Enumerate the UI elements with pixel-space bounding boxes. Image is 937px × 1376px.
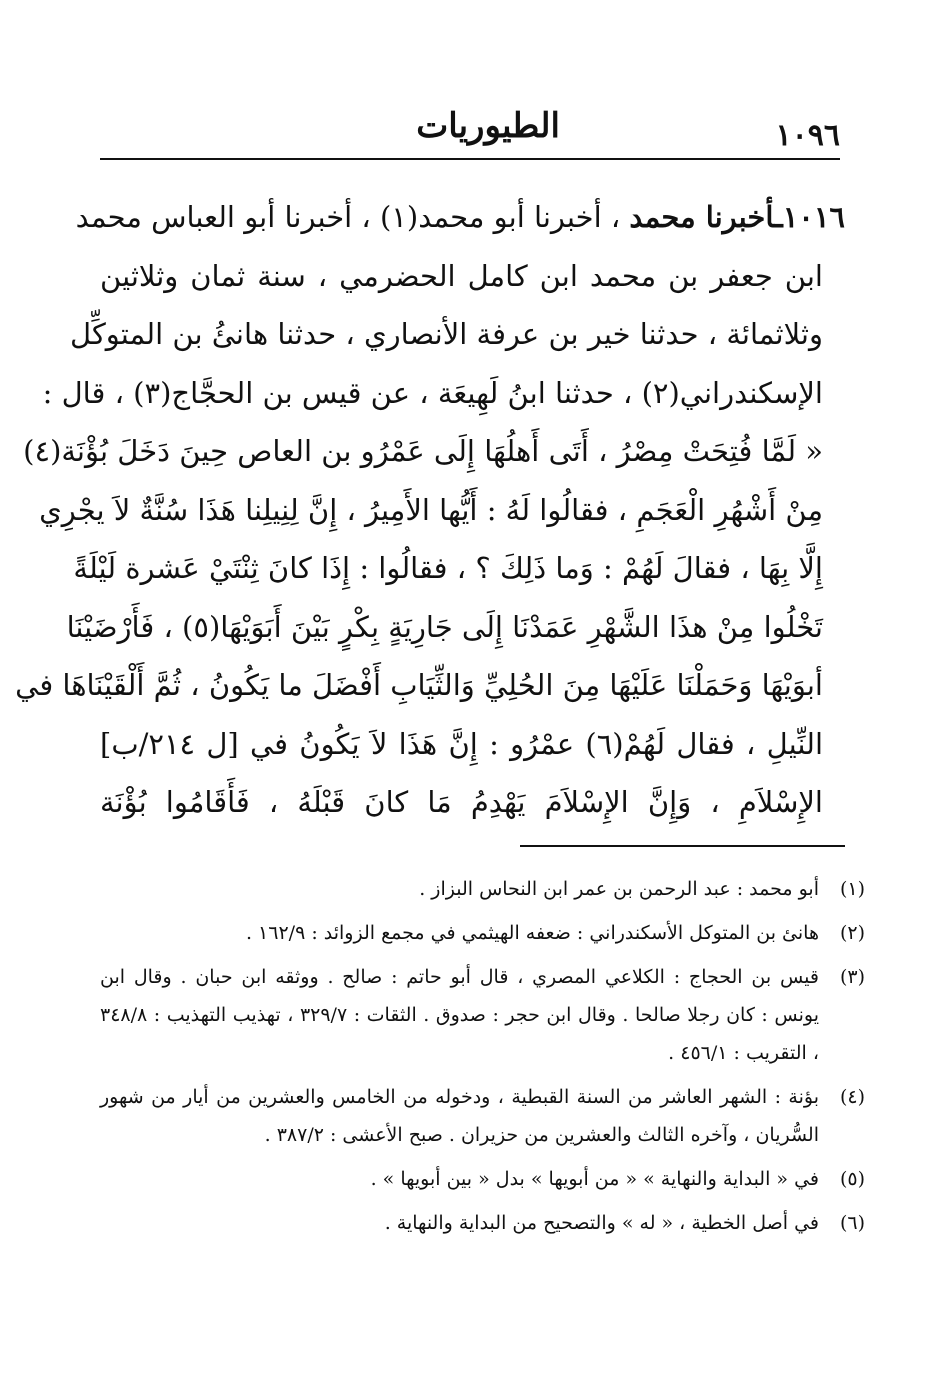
footnote-separator <box>520 845 845 847</box>
body-line-4: الإسكندراني(٢) ، حدثنا ابنُ لَهِيعَة ، عن قيس بن الحجَّاج(٣) ، قال : <box>42 375 823 410</box>
hadith-number: ١٠١٦ـ <box>774 200 845 234</box>
body-line-1-text: ، أخبرنا أبو محمد(١) ، أخبرنا أبو العباس محمد <box>75 200 621 234</box>
body-line-6: مِنْ أَشْهُرِ الْعَجَمِ ، فقالُوا لَهُ : أَيُّها الأَمِيرُ ، إِنَّ لِنِيلِنا هَذَا سُنَّةٌ لاَ يجْرِي <box>39 492 823 527</box>
running-title: الطيوريات <box>416 106 560 146</box>
footnote-mark: (٥) <box>839 1168 865 1190</box>
footnote <box>100 1160 865 1198</box>
header-divider <box>100 158 840 160</box>
footnote <box>100 1078 865 1154</box>
footnote <box>100 1204 865 1242</box>
footnote <box>100 958 865 1072</box>
footnote-mark: (٣) <box>839 966 865 988</box>
footnote-mark: (٤) <box>839 1086 865 1108</box>
body-line-10: النِّيلِ ، فقال لَهُمْ(٦) عمْرُو : إِنَّ هَذَا لاَ يَكُونُ في [ل ٢١٤/ب] <box>100 726 823 761</box>
body-line-1 <box>75 188 845 247</box>
body-line-2: ابن جعفر بن محمد ابن كامل الحضرمي ، سنة ثمان وثلاثين <box>100 258 823 293</box>
footnote <box>100 870 865 908</box>
footnote-text: أبو محمد : عبد الرحمن بن عمر ابن النحاس البزاز . <box>419 878 819 900</box>
main-text <box>15 188 845 832</box>
body-line-9: أبوَيْهَا وَحَمَلْنَا عَلَيْهَا مِنَ الحُلِيِّ وَالثِّيَابِ أَفْضَلَ ما يَكُونُ ، ثُمَّ أَلْقَيْنَاهَا في <box>15 668 823 702</box>
footnote-mark: (٦) <box>839 1212 865 1234</box>
body-line-5: « لَمَّا فُتِحَتْ مِصْرُ ، أَتَى أَهلُهَا إِلَى عَمْرُو بن العاص حِينَ دَخَلَ بُؤْنَة(٤) <box>23 434 823 468</box>
page-number: ١٠٩٦ <box>775 118 840 153</box>
footnote-text: في « البداية والنهاية » « من أبويها » بدل « بين أبويها » . <box>370 1168 819 1190</box>
footnote-mark: (١) <box>839 878 865 900</box>
footnote-text: في أصل الخطية ، « له » والتصحيح من البداية والنهاية . <box>384 1212 819 1234</box>
body-line-3: وثلاثمائة ، حدثنا خير بن عرفة الأنصاري ، حدثنا هانئُ بن المتوكِّل <box>70 317 823 351</box>
footnote <box>100 914 865 952</box>
footnote-text: بؤنة : الشهر العاشر من السنة القبطية ، ودخوله من الخامس والعشرين من أيار من شهور السُّريان ، وآخره الثالث والعشرين من حزيران . صبح الأعشى : ٣٨٧/٢ . <box>100 1086 819 1146</box>
lead-words: أخبرنا محمد <box>629 200 775 234</box>
footnote-mark: (٢) <box>839 922 865 944</box>
body-line-7: إِلَّا بِهَا ، فقالَ لَهُمْ : وَما ذَلِكَ ؟ ، فقالُوا : إِذَا كانَ ثِنْتَيْ عَشرة لَيْلَةً <box>73 551 823 585</box>
footnote-text: قيس بن الحجاج : الكلاعي المصري ، قال أبو حاتم : صالح . ووثقه ابن حبان . وقال ابن يونس : كان رجلا صالحا . وقال ابن حجر : صدوق . الثقات : ٣٢٩/٧ ، تهذيب التهذيب : ٣٤٨/٨ ، التقريب : ٤٥٦/١ . <box>100 966 819 1064</box>
page-header <box>100 100 840 160</box>
footnotes <box>100 870 865 1248</box>
body-line-8: تَخْلُوا مِنْ هذَا الشَّهْرِ عَمَدْنَا إِلَى جَارِيَةٍ بِكْرٍ بَيْنَ أَبَوَيْهَا(٥) ، فَأَرْضَيْنَا <box>66 609 823 644</box>
body-line-11: الإِسْلاَمِ ، وَإِنَّ الإِسْلاَمَ يَهْدِمُ مَا كانَ قَبْلَهُ ، فَأَقَامُوا بُؤْنَة <box>100 785 823 819</box>
footnote-text: هانئ بن المتوكل الأسكندراني : ضعفه الهيثمي في مجمع الزوائد : ١٦٢/٩ . <box>245 922 819 944</box>
